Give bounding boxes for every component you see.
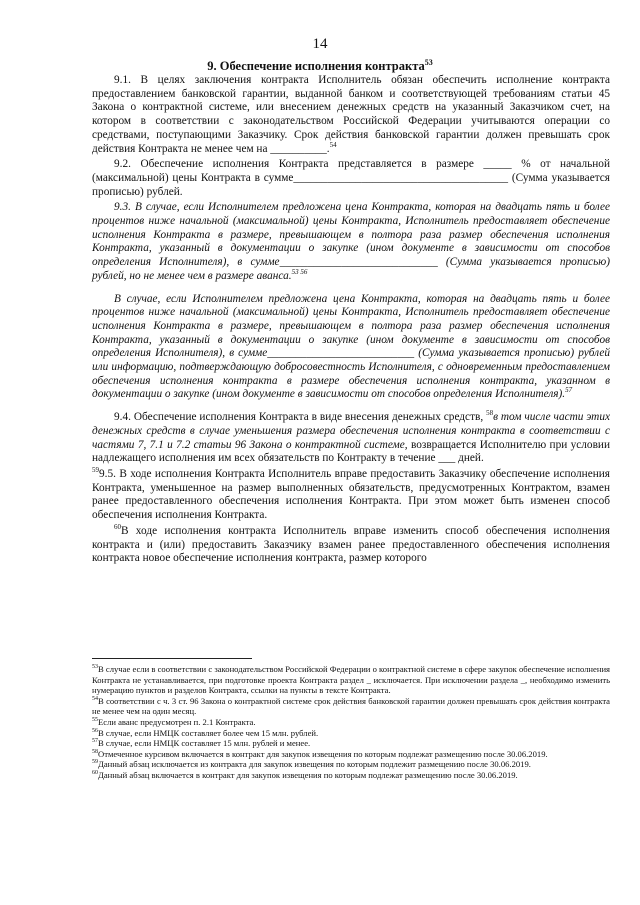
paragraph-9-5: $^{59}$9.5. В ходе исполнения Контракта Исполнитель вправе предоставить Заказчику обеспечение исполнения Контракта, уменьшенное на размер выполненных обязательств, предусмотренных Контрактом, взамен ранее предоставленного обеспечения исполнения Контракта. При этом может быть изменен способ обеспечения исполнения Контракта. — [92, 466, 610, 522]
footnote-ref: 60 — [114, 523, 121, 532]
footnote-57: $^{57}$В случае, если НМЦК составляет 15 млн. рублей и менее. — [92, 738, 311, 749]
footnotes — [92, 664, 610, 781]
paragraph-change-security: $^{60}$В ходе исполнения контракта Исполнитель вправе изменить способ обеспечения исполнения контракта и (или) предоставить Заказчику взамен ранее предоставленного обеспечения исполнения контракта новое обеспечение исполнения контракта, размер которого — [92, 523, 610, 565]
footnote-55: $^{55}$Если аванс предусмотрен п. 2.1 Контракта. — [92, 716, 256, 727]
footnote-56: $^{56}$В случае, если НМЦК составляет более чем 15 млн. рублей. — [92, 727, 319, 738]
footnote-53: $^{53}$В случае если в соответствии с законодательством Российской Федерации о контрактной системе в сфере закупок обеспечение исполнения Контракта не устанавливается, при подготовке проекта Контракта раздел _ исключается. При исключении раздела _, необходимо изменить нумерацию пунктов и разделов Контракта, ссылки на пункты в тексте Контракта. — [92, 664, 610, 696]
footnote-ref: 57 — [565, 386, 573, 395]
footnote-divider — [92, 658, 252, 659]
section-body — [92, 74, 610, 568]
footnote-ref: 59 — [92, 466, 99, 475]
footnote-58: $^{58}$Отмеченное курсивом включается в контракт для закупок извещения по которым подлежат размещению после 30.06.2019. — [92, 748, 548, 759]
paragraph-9-2: 9.2. Обеспечение исполнения Контракта представляется в размере _____ % от начальной (максимальной) цены Контракта в сумме______________________________________ (Сумма указывается прописью) рублей. — [92, 158, 610, 198]
footnote-60: $^{60}$Данный абзац включается в контракт для закупок извещения по которым подлежат размещению после 30.06.2019. — [92, 769, 518, 780]
section-title: 9. Обеспечение исполнения контракта$^{53}$ — [207, 57, 433, 73]
footnote-ref: 54 — [329, 140, 337, 149]
footnote-59: $^{59}$Данный абзац исключается из контракта для закупок извещения по которым подлежит размещению после 30.06.2019. — [92, 759, 531, 770]
footnote-ref: 58 — [486, 409, 494, 418]
footnote-ref: 53 — [424, 57, 433, 67]
page-number: 14 — [312, 36, 328, 52]
paragraph-9-1: 9.1. В целях заключения контракта Исполнитель обязан обеспечить исполнение контракта предоставлением банковской гарантии, выданной банком и соответствующей требованиям статьи 45 Закона о контрактной системе, или внесением денежных средств на указанный Заказчиком счет, на котором в соответствии с законодательством Российской Федерации учитываются операции со средствами, поступающими Заказчику. Срок действия банковской гарантии должен превышать срок действия Контракта не менее чем на __________.$^{54}$ — [92, 74, 610, 155]
paragraph-9-4: 9.4. Обеспечение исполнения Контракта в виде внесения денежных средств, $^{58}$в том числе части этих денежных средств в случае уменьшения размера обеспечения исполнения контракта в соответствии с частями 7, 7.1 и 7.2 статьи 96 Закона о контрактной системе, возвращается Исполнителю при условии надлежащего исполнения им всех обязательств по Контракту в течение ___ дней. — [92, 409, 610, 465]
footnote-ref: 53 56 — [291, 268, 308, 277]
paragraph-9-3: 9.3. В случае, если Исполнителем предложена цена Контракта, которая на двадцать пять и более процентов ниже начальной (максимальной) цены Контракта, Исполнитель предоставляет обеспечение исполнения Контракта в размере, превышающем в полтора раза размер обеспечения исполнения Контракта, указанный в документации о закупке (ином документе в зависимости от способов определения Исполнителя), в сумме____________________________ (Сумма указывается прописью) рублей, но не менее чем в размере аванса.$^{53 56}$ — [92, 201, 610, 282]
footnote-54: $^{54}$В соответствии с ч. 3 ст. 96 Закона о контрактной системе срок действия банковской гарантии должен превышать срок действия контракта не менее чем на один месяц. — [92, 695, 610, 717]
paragraph-9-3-alt: В случае, если Исполнителем предложена цена Контракта, которая на двадцать пять и более процентов ниже начальной (максимальной) цены Контракта, Исполнитель предоставляет обеспечение исполнения Контракта в размере, превышающем в полтора раза размер обеспечения исполнения Контракта, указанный в документации о закупке (ином документе в зависимости от способов определения Исполнителя), в сумме__________________________ (Сумма указывается прописью) рублей или информацию, подтверждающую добросовестность Исполнителя, с одновременным предоставлением обеспечения исполнения контракта в размере обеспечения исполнения контракта, указанном в документации о закупке (ином документе в зависимости от способов определения Исполнителя).$^{57}$ — [92, 292, 610, 401]
